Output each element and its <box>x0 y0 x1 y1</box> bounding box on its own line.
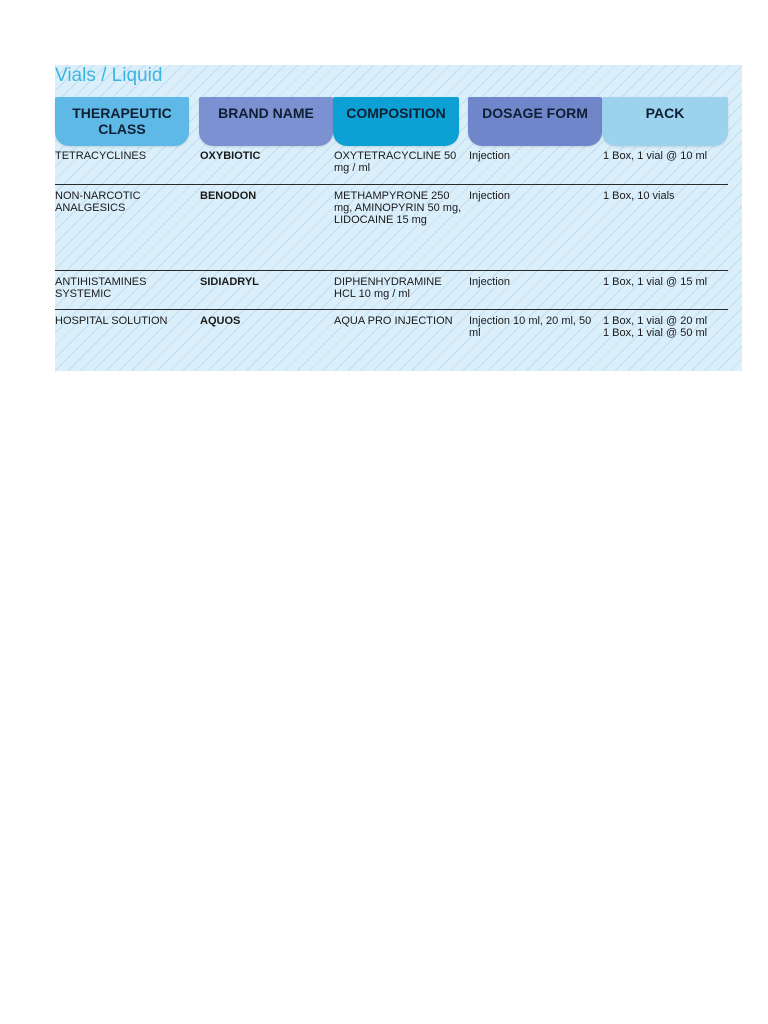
pack-line: 1 Box, 1 vial @ 10 ml <box>603 150 708 162</box>
header-dosage-form: DOSAGE FORM <box>468 97 602 146</box>
header-composition: COMPOSITION <box>333 97 459 146</box>
header-pack: PACK <box>602 97 728 146</box>
cell-therapeutic-class: TETRACYCLINES <box>55 150 147 162</box>
pack-line: 1 Box, 10 vials <box>603 190 675 202</box>
cell-pack <box>603 150 727 162</box>
cell-dosage-form: Injection <box>469 150 510 162</box>
section-title: Vials / Liquid <box>55 65 163 86</box>
header-therapeutic-class: THERAPEUTIC CLASS <box>55 97 189 146</box>
pack-line: 1 Box, 1 vial @ 15 ml <box>603 276 708 288</box>
cell-composition: AQUA PRO INJECTION <box>334 315 453 327</box>
cell-composition: METHAMPYRONE 250 mg, AMINOPYRIN 50 mg, LIDOCAINE 15 mg <box>334 190 462 226</box>
cell-pack <box>603 276 727 288</box>
cell-brand-name: OXYBIOTIC <box>200 150 261 162</box>
cell-brand-name: AQUOS <box>200 315 241 327</box>
pack-line: 1 Box, 1 vial @ 20 ml <box>603 315 708 327</box>
cell-brand-name: BENODON <box>200 190 257 202</box>
table-row <box>55 150 728 185</box>
cell-brand-name: SIDIADRYL <box>200 276 259 288</box>
cell-therapeutic-class: NON-NARCOTIC ANALGESICS <box>55 190 141 214</box>
cell-therapeutic-class: HOSPITAL SOLUTION <box>55 315 168 327</box>
cell-pack <box>603 190 727 202</box>
table-row <box>55 190 728 271</box>
cell-composition: DIPHENHYDRAMINE HCL 10 mg / ml <box>334 276 442 300</box>
cell-pack <box>603 315 727 339</box>
table-body <box>55 150 728 355</box>
table-row <box>55 276 728 310</box>
table-row <box>55 315 728 355</box>
cell-dosage-form: Injection <box>469 190 510 202</box>
product-panel <box>55 65 742 371</box>
cell-therapeutic-class: ANTIHISTAMINES SYSTEMIC <box>55 276 147 300</box>
cell-dosage-form: Injection <box>469 276 510 288</box>
cell-dosage-form: Injection 10 ml, 20 ml, 50 ml <box>469 315 592 339</box>
table-header <box>55 97 728 146</box>
header-brand-name: BRAND NAME <box>199 97 333 146</box>
pack-line: 1 Box, 1 vial @ 50 ml <box>603 327 708 339</box>
cell-composition: OXYTETRACYCLINE 50 mg / ml <box>334 150 457 174</box>
